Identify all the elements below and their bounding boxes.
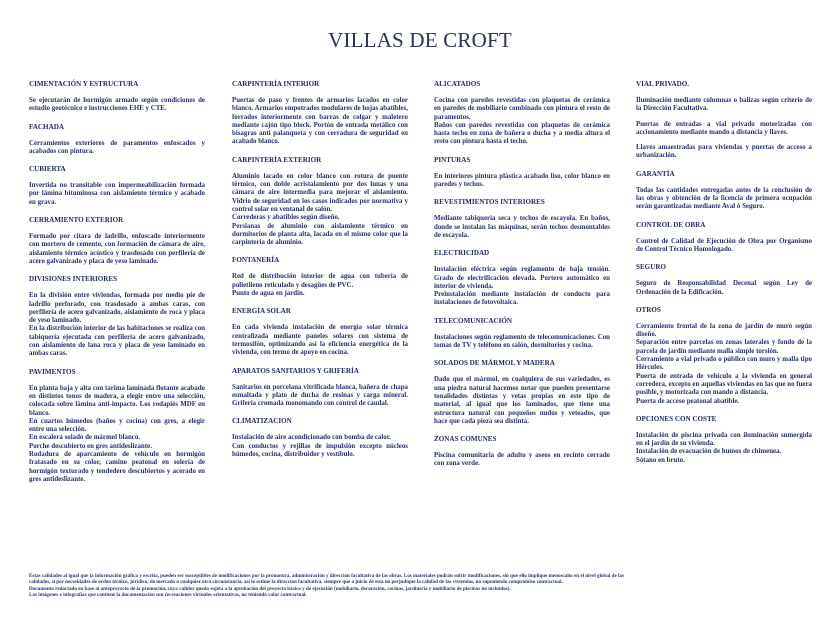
spec-section bbox=[29, 165, 205, 207]
section-heading: CIMENTACIÓN Y ESTRUCTURA bbox=[29, 80, 139, 88]
section-text: Separación entre parcelas en zonas laterales y fondo de la parcela de jardín mediante malla simple torsión. bbox=[636, 339, 812, 355]
section-text: En planta baja y alta con tarima laminada flotante acabado en distintos tonos de madera, a elegir entre una selección, colocada sobre lámina anti-impacto. Los rodapiés MDF en blanco. bbox=[29, 384, 205, 417]
spec-section bbox=[434, 435, 610, 469]
section-heading: PINTURAS bbox=[434, 155, 471, 164]
section-heading: GARANTÍA bbox=[636, 169, 675, 178]
footer-line: Documento redactado en base al anteproyecto de la promoción, cuya validez queda sujeta a la aprobación del proyecto básico y de ejecución (mobiliario, decoración, cocinas, jardinería y mobiliario de piscinas no incluidos). bbox=[29, 585, 511, 592]
section-text: Cocina con paredes revestidas con plaquetas de cerámica en paredes de mobiliario combinado con pintura el resto de paramentos. bbox=[434, 97, 610, 121]
footer-line: Las imágenes e infografías que contiene la documentación son recreaciones virtuales orientativas, no teniendo valor contractual. bbox=[29, 591, 307, 598]
section-text: Llaves amaestradas para viviendas y puertas de acceso a urbanización. bbox=[636, 144, 812, 160]
section-text: Control de Calidad de Ejecución de Obra por Organismo de Control Técnico Homologado. bbox=[636, 237, 812, 253]
spec-section bbox=[434, 249, 610, 307]
section-text: Dado que el mármol, en cualquiera de sus variedades, es una piedra natural hacemos notar que pueden presentarse tonalidades distintas y vetas propias en este tipo de material, al igual que los laminados, que tiene una estructura natural con pequeños nudos y veteados, que hace que cada pieza sea distinta. bbox=[434, 376, 610, 425]
spec-section bbox=[636, 415, 812, 465]
section-text: Rodadura de aparcamiento de vehículo en hormigón fratasado en su color, camino peatonal en solería de hormigón texturado y tendedero descubiertos y acerado en gres antideslizante. bbox=[29, 451, 205, 483]
spec-section bbox=[232, 156, 408, 248]
spec-section bbox=[434, 198, 610, 240]
column-4 bbox=[636, 80, 812, 474]
spec-section bbox=[434, 80, 610, 147]
section-text: Cerramientos exteriores de paramentos enfoscados y acabados con pintura. bbox=[29, 139, 205, 155]
section-heading: ELECTRICIDAD bbox=[434, 249, 490, 258]
section-text: Con conductos y rejillas de impulsión excepto núcleos húmedos, cocina, distribuidor y vestíbulo. bbox=[232, 442, 408, 459]
section-text: Instalaciones según reglamento de telecomunicaciones. Con tomas de TV y teléfono en salón, dormitorios y cocina. bbox=[434, 333, 610, 350]
section-text: Puertas de entradas a vial privado motorizadas con accionamiento mediante mando a distancia y llaves. bbox=[636, 120, 812, 136]
section-text: Preinstalación mediante instalación de conducto para instalaciones de fotovoltaica. bbox=[434, 291, 610, 307]
section-text: Cerramiento a vial privado o público con muro y malla tipo Hércules. bbox=[636, 356, 812, 372]
spec-section bbox=[29, 216, 205, 266]
spec-section bbox=[636, 170, 812, 212]
section-heading: CARPINTERÍA EXTERIOR bbox=[232, 155, 322, 164]
section-text: Instalación eléctrica según reglamento de baja tensión. Grado de electrificación elevada. Portero automático en interior de vivienda. bbox=[434, 266, 610, 290]
spec-section bbox=[232, 417, 408, 459]
section-text: Puerta de acceso peatonal abatible. bbox=[636, 397, 740, 405]
section-text: Aluminio lacado en color blanco con rotura de puente térmico, con doble acristalamiento por dos lunas y una cámara de aire intermedia para mejorar el aislamiento. Vidrio de seguridad en los casos indicados por normativa y control solar en ventanal de salón. bbox=[232, 172, 408, 213]
section-heading: PAVIMENTOS bbox=[29, 367, 76, 376]
section-text: Todas las cantidades entregadas antes de la conclusión de las obras y obtención de la licencia de primera ocupación serán garantizadas mediante Aval ó Seguro. bbox=[636, 186, 812, 211]
section-text: En la distribución interior de las habitaciones se realiza con tabiquería ejecutada con perfilería de acero galvanizado, con aislamiento de lana roca y placa de yeso laminado en ambas caras. bbox=[29, 325, 205, 358]
section-text: Sanitarios en porcelana vitrificada blanca, bañera de chapa esmaltada y plato de ducha de resinas y carga mineral. Grifería cromada monomando con control de caudal. bbox=[232, 383, 408, 408]
section-text: Red de distribución interior de agua con tubería de polietileno reticulado y desagües de PVC. bbox=[232, 273, 408, 289]
footer-line: Estas calidades al igual que la información gráfica y escrita, pueden ser susceptibles de modificaciones por la promotora, administración y dirección facultativa de las obras. Los materiales podrán sufrir modificaciones, sin que ello implique menoscabo en el nivel global de las bbox=[29, 573, 624, 579]
section-heading: ENERGÍA SOLAR bbox=[232, 307, 291, 316]
section-text: Instalación de evacuación de humos de chimenea. bbox=[636, 448, 782, 456]
section-text: Se ejecutarán de hormigón armado según condiciones de estudio geotécnico e instrucciones EHE y CTE. bbox=[29, 97, 205, 113]
section-heading: CARPINTERÍA INTERIOR bbox=[232, 80, 320, 88]
section-heading: OTROS bbox=[636, 305, 661, 314]
spec-section bbox=[29, 368, 205, 485]
spec-section bbox=[636, 306, 812, 406]
spec-section bbox=[29, 275, 205, 358]
spec-section bbox=[636, 221, 812, 255]
spec-section bbox=[232, 307, 408, 357]
section-text: Cerramiento frontal de la zona de jardín de muro según diseño. bbox=[636, 322, 812, 339]
section-text: Mediante tabiquería seca y techos de escayola. En baños, donde se instalan las máquinas, serán techos desmontables de escayola. bbox=[434, 215, 610, 239]
section-heading: CONTROL DE OBRA bbox=[636, 220, 706, 229]
section-heading: OPCIONES CON COSTE bbox=[636, 414, 717, 423]
paragraph-gap bbox=[636, 137, 812, 144]
section-heading: VIAL PRIVADO. bbox=[636, 80, 690, 88]
column-1 bbox=[29, 80, 205, 493]
section-text: En la división entre viviendas, formada por medio pie de ladrillo perforado, con trasdosado a ambas caras, con perfilería de acero galvanizado, aislamiento de roca y placa de yeso laminado. bbox=[29, 292, 205, 325]
spec-section bbox=[232, 80, 408, 147]
section-text: Porche descubierto en gres antideslizante. bbox=[29, 442, 152, 450]
section-text: Punto de agua en jardín. bbox=[232, 290, 305, 298]
spec-section bbox=[636, 263, 812, 297]
section-heading: DIVISIONES INTERIORES bbox=[29, 275, 118, 284]
section-heading: CERRAMIENTO EXTERIOR bbox=[29, 216, 124, 225]
section-heading: REVESTIMIENTOS INTERIORES bbox=[434, 198, 545, 207]
section-heading: FACHADA bbox=[29, 122, 64, 131]
section-text: En cuartos húmedos (baños y cocina) con gres, a elegir entre una selección. bbox=[29, 417, 205, 434]
section-text: Baños con paredes revestidas con plaquetas de cerámica hasta techo en zona de bañera o ducha y a media altura el resto con pintura hasta el techo. bbox=[434, 121, 610, 146]
section-text: Sótano en bruto. bbox=[636, 456, 685, 464]
section-text: Correderas y abatibles según diseño. bbox=[232, 214, 340, 222]
section-text: Puertas de paso y frentes de armarios lacados en color blanco. Armarios empotrados modulares de hojas abatibles, forrados interiormente con barras de colgar y maletero mediante cajón tipo block. Portón de entrada metálico con bisagras anti palanqueta y con cerradura de seguridad en acabado blanco. bbox=[232, 97, 408, 146]
paragraph-gap bbox=[636, 114, 812, 121]
section-text: Iluminación mediante columnas o balizas según criterio de la Dirección Facultativa. bbox=[636, 97, 812, 113]
section-heading: APARATOS SANITARIOS Y GRIFERÍA bbox=[232, 366, 359, 375]
section-text: Puerta de entrada de vehículo a la vivienda en general corredera, excepto en aquellas viviendas en las que no fuera posible, y motorizada con mando a distancia. bbox=[636, 372, 812, 397]
spec-section bbox=[232, 256, 408, 298]
spec-section bbox=[232, 367, 408, 409]
section-heading: ZONAS COMUNES bbox=[434, 435, 497, 444]
spec-section bbox=[434, 317, 610, 351]
section-text: Invertida no transitable con impermeabilización formada por lámina bituminosa con aislamiento térmico y acabado en grava. bbox=[29, 182, 205, 206]
column-2 bbox=[232, 80, 408, 468]
section-heading: SEGURO bbox=[636, 263, 666, 272]
section-text: Formado por citara de ladrillo, enfoscado interiormente con mortero de cemento, con formación de cámara de aire, aislamiento térmico acústico y trasdosado con perfilería de acero galvanizado y placa de yeso laminado. bbox=[29, 233, 205, 265]
section-text: En escalera solado de mármol blanco. bbox=[29, 434, 141, 442]
section-text: Seguro de Responsabilidad Decenal según Ley de Ordenación de la Edificación. bbox=[636, 280, 812, 296]
spec-section bbox=[29, 123, 205, 157]
section-heading: FONTANERÍA bbox=[232, 256, 280, 265]
spec-section bbox=[434, 359, 610, 426]
section-heading: CLIMATIZACION bbox=[232, 417, 292, 426]
spec-section bbox=[434, 156, 610, 190]
spec-section bbox=[29, 80, 205, 114]
page-title: VILLAS DE CROFT bbox=[328, 28, 512, 52]
footer-line: calidades, si por necesidades de orden técnico, jurídico, de mercado o cualquier otra circunstancia, así lo estime la dirección facultativa, siempre que a juicio de esta no perjudique la calidad de las viviendas, no suponiendo compromiso contractual. bbox=[29, 579, 563, 586]
section-text: Instalación de piscina privada con iluminación sumergida en el jardín de su vivienda. bbox=[636, 431, 812, 448]
section-text: Instalación de aire acondicionado con bomba de calor. bbox=[232, 434, 391, 442]
section-heading: SOLADOS DE MÁRMOL Y MADERA bbox=[434, 359, 555, 368]
section-text: En interiores pintura plástica acabado liso, color blanco en paredes y techos. bbox=[434, 172, 610, 189]
column-3 bbox=[434, 80, 610, 478]
section-text: Persianas de aluminio con aislamiento térmico en dormitorios de planta alta, lacada en el mismo color que la carpintería de aluminio. bbox=[232, 222, 408, 247]
disclaimer-footer bbox=[29, 573, 819, 598]
section-text: En cada vivienda instalación de energía solar térmica centralizada mediante paneles solares con sistema de termosifón, optimizando así la eficiencia energética de la vivienda, con termo de apoyo en cocina. bbox=[232, 324, 408, 357]
spec-section bbox=[636, 80, 812, 161]
section-text: Piscina comunitaria de adulto y aseos en recinto cerrado con zona verde. bbox=[434, 452, 610, 468]
section-heading: ALICATADOS bbox=[434, 80, 481, 88]
section-heading: CUBIERTA bbox=[29, 165, 66, 174]
section-heading: TELECOMUNICACIÓN bbox=[434, 316, 513, 325]
